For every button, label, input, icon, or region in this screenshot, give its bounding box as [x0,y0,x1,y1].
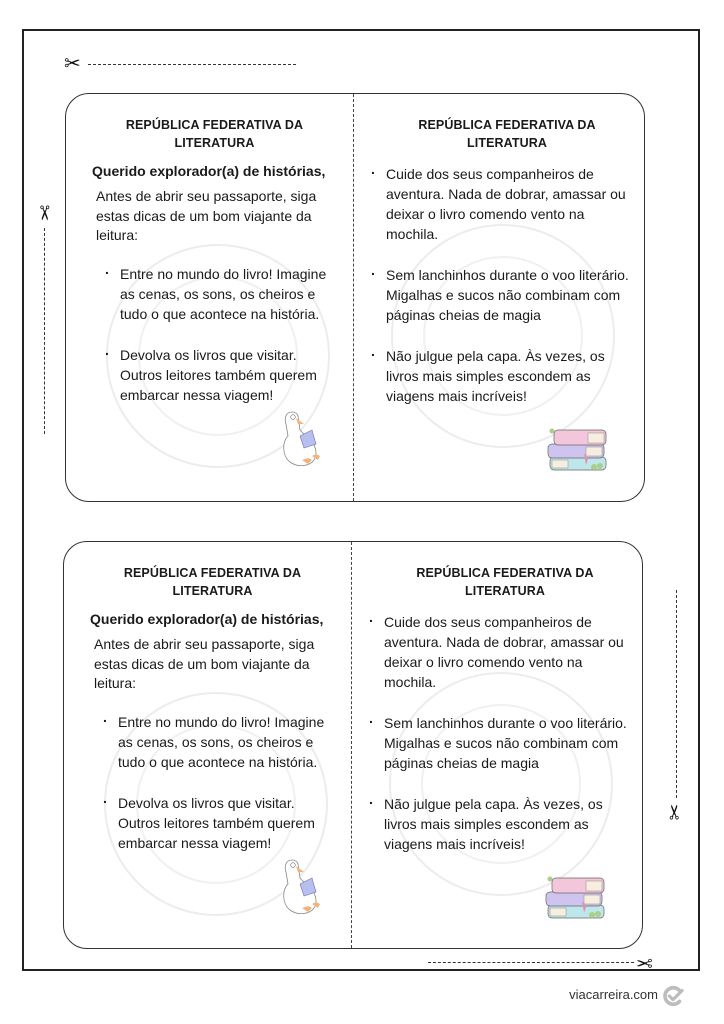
card-title: REPÚBLICA FEDERATIVA DA LITERATURA [416,566,594,598]
intro-text: Antes de abrir seu passaporte, siga estas dicas de um bom viajante da leitura: [96,188,317,243]
tips-list [360,612,628,854]
goose-reading-book-illustration [278,406,328,470]
cut-line-bottom [428,962,634,963]
footer-site-link[interactable]: viacarreira.com [569,987,658,1002]
tip-item: . Devolva os livros que visitar. Outros leitores também querem embarcar nessa viagem! [94,793,331,853]
tip-item: . Entre no mundo do livro! Imagine as cenas, os sons, os cheiros e tudo o que acontece na história. [96,264,333,324]
goose-reading-book-illustration [278,854,328,918]
card-title: REPÚBLICA FEDERATIVA DA LITERATURA [123,566,302,598]
tip-item: . Cuide dos seus companheiros de aventura. Nada de dobrar, amassar ou deixar o livro comendo vento na mochila. [362,164,630,244]
scissors-icon: ✂ [64,53,81,75]
intro-text: Antes de abrir seu passaporte, siga estas dicas de um bom viajante da leitura: [94,636,315,691]
checkmark-c-logo-icon [662,985,684,1007]
tip-item: . Sem lanchinhos durante o voo literário. Migalhas e sucos não combinam com páginas cheias de magia [362,265,630,325]
tips-list [96,264,333,405]
tip-item: . Devolva os livros que visitar. Outros leitores também querem embarcar nessa viagem! [96,345,333,405]
greeting: Querido explorador(a) de histórias, [90,611,324,627]
tip-item: . Cuide dos seus companheiros de aventura. Nada de dobrar, amassar ou deixar o livro comendo vento na mochila. [360,612,628,692]
scissors-icon: ✂ [664,803,687,821]
cut-line-left [44,228,45,434]
scissors-icon: ✂ [636,951,653,973]
card-title: REPÚBLICA FEDERATIVA DA LITERATURA [418,118,596,150]
tips-list [362,164,630,406]
stack-of-books-illustration [544,423,612,473]
cut-line-top [88,64,296,65]
tip-item: . Entre no mundo do livro! Imagine as cenas, os sons, os cheiros e tudo o que acontece na história. [94,712,331,772]
card-title: REPÚBLICA FEDERATIVA DA LITERATURA [125,118,304,150]
tip-item: . Não julgue pela capa. Às vezes, os livros mais simples escondem as viagens mais incríveis! [360,794,628,854]
passport-card [63,541,643,949]
passport-card [65,93,645,502]
tip-item: . Não julgue pela capa. Às vezes, os livros mais simples escondem as viagens mais incríveis! [362,346,630,406]
scissors-icon: ✂ [32,204,55,222]
cut-line-right [676,590,677,798]
tip-item: . Sem lanchinhos durante o voo literário. Migalhas e sucos não combinam com páginas cheias de magia [360,713,628,773]
tips-list [94,712,331,853]
greeting: Querido explorador(a) de histórias, [92,163,326,179]
stack-of-books-illustration [542,871,610,921]
